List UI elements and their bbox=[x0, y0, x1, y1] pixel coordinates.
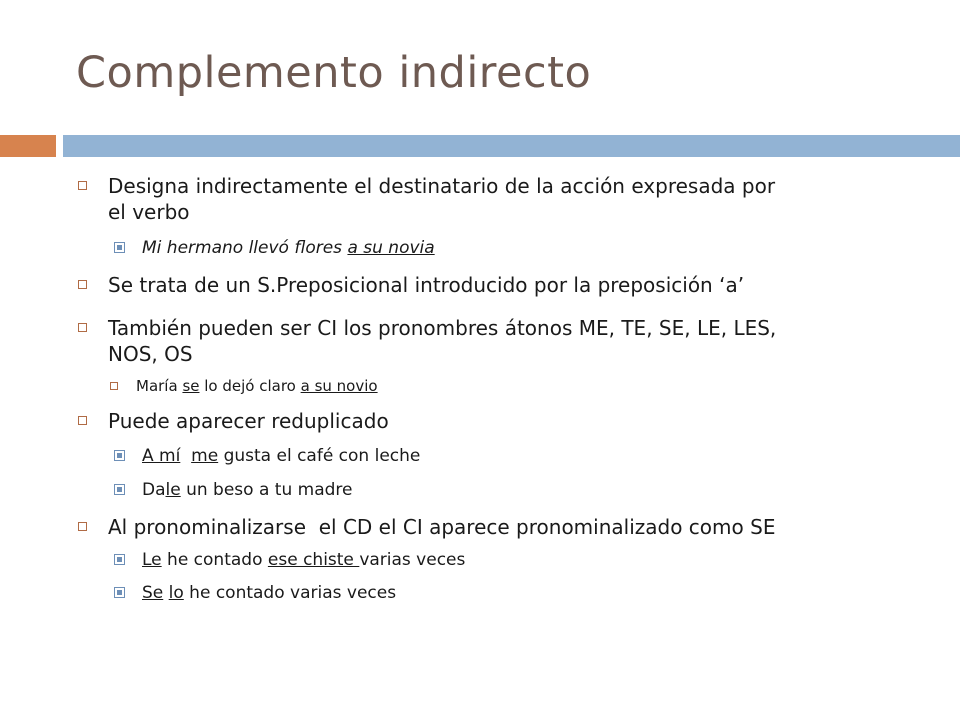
example-underlined-fragment: se bbox=[182, 377, 200, 395]
example-underlined-fragment: a su novia bbox=[347, 238, 435, 258]
hollow-square-bullet-icon bbox=[78, 280, 87, 289]
hollow-square-bullet-icon bbox=[110, 382, 118, 390]
title-accent-bar-blue bbox=[63, 135, 960, 157]
bullet-text bbox=[108, 315, 776, 367]
example-text bbox=[136, 376, 378, 396]
hollow-square-bullet-icon bbox=[78, 181, 87, 190]
filled-square-bullet-icon bbox=[114, 450, 125, 461]
bullet-text: Puede aparecer reduplicado bbox=[108, 409, 389, 433]
hollow-square-bullet-icon bbox=[78, 323, 87, 332]
filled-square-bullet-icon bbox=[114, 587, 125, 598]
example-text bbox=[142, 445, 420, 467]
example-underlined-fragment: le bbox=[165, 480, 181, 500]
bullet-text: Se trata de un S.Preposicional introducido por la preposición ‘a’ bbox=[108, 273, 745, 297]
example-text bbox=[142, 549, 465, 571]
example-underlined-fragment: me bbox=[191, 446, 219, 466]
example-underlined-fragment: ese chiste bbox=[267, 550, 360, 570]
filled-square-bullet-icon bbox=[114, 242, 125, 253]
example-underlined-fragment: A mí bbox=[142, 446, 181, 466]
example-fragment: varias veces bbox=[359, 550, 466, 570]
bullet-text-line: el verbo bbox=[108, 200, 190, 224]
bullet-text bbox=[108, 173, 775, 225]
example-text bbox=[142, 237, 435, 259]
example-underlined-fragment: lo bbox=[168, 583, 184, 603]
bullet-text-line: NOS, OS bbox=[108, 342, 193, 366]
hollow-square-bullet-icon bbox=[78, 416, 87, 425]
example-underlined-fragment: Le bbox=[142, 550, 162, 570]
bullet-text: Al pronominalizarse el CD el CI aparece pronominalizado como SE bbox=[108, 515, 776, 539]
example-underlined-fragment: a su novio bbox=[300, 377, 378, 395]
example-fragment bbox=[180, 446, 191, 466]
example-fragment: he contado bbox=[161, 550, 268, 570]
example-text bbox=[142, 582, 396, 604]
example-fragment: lo dejó claro bbox=[199, 377, 301, 395]
example-fragment: gusta el café con leche bbox=[218, 446, 421, 466]
slide-title: Complemento indirecto bbox=[76, 48, 592, 98]
title-accent-bar-orange bbox=[0, 135, 56, 157]
example-text bbox=[142, 479, 352, 501]
hollow-square-bullet-icon bbox=[78, 522, 87, 531]
example-underlined-fragment: Se bbox=[142, 583, 164, 603]
filled-square-bullet-icon bbox=[114, 554, 125, 565]
filled-square-bullet-icon bbox=[114, 484, 125, 495]
bullet-text-line: También pueden ser CI los pronombres átonos ME, TE, SE, LE, LES, bbox=[108, 316, 777, 340]
example-fragment: Mi hermano llevó flores bbox=[142, 238, 348, 258]
example-fragment: María bbox=[136, 377, 183, 395]
example-fragment: he contado varias veces bbox=[183, 583, 397, 603]
bullet-text-line: Designa indirectamente el destinatario de la acción expresada por bbox=[108, 174, 776, 198]
example-fragment: Da bbox=[142, 480, 166, 500]
example-fragment: un beso a tu madre bbox=[180, 480, 353, 500]
